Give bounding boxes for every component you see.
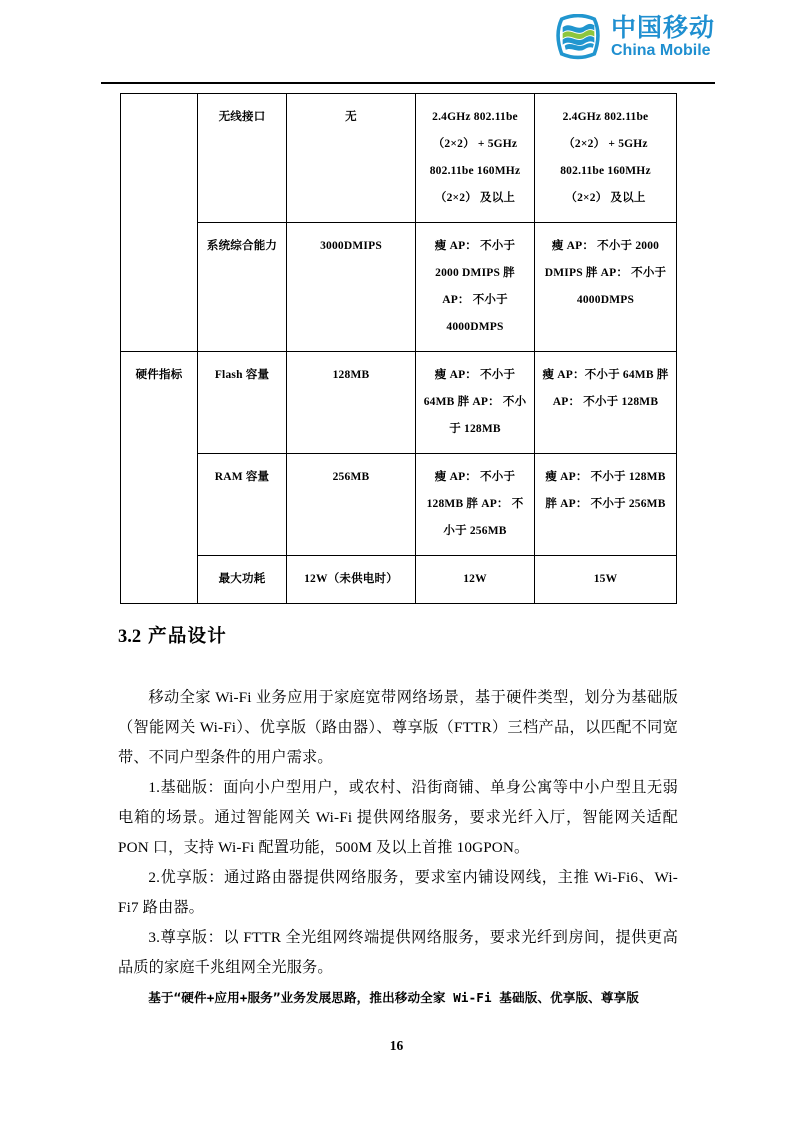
paragraph-strategy: 基于“硬件+应用+服务”业务发展思路，推出移动全家 Wi-Fi 基础版、优享版、尊享版 (148, 990, 639, 1005)
table-cell-premium: 瘦 AP： 不小于 64MB 胖 AP： 不小于 128MB (416, 352, 535, 454)
logo-text-english: China Mobile (610, 42, 711, 60)
table-cell-item: 系统综合能力 (198, 223, 287, 352)
table-cell-category-empty (121, 94, 198, 352)
header-divider-rule (101, 82, 715, 84)
table-cell-premium: 2.4GHz 802.11be （2×2） + 5GHz 802.11be 160MHz （2×2） 及以上 (416, 94, 535, 223)
table-cell-premium: 瘦 AP： 不小于 2000 DMIPS 胖 AP： 不小于 4000DMPS (416, 223, 535, 352)
china-mobile-wave-icon (552, 14, 604, 60)
table-cell-ultimate: 瘦 AP： 不小于 128MB 胖 AP： 不小于 256MB (535, 454, 677, 556)
table-row (121, 352, 677, 454)
body-content (118, 683, 678, 1013)
section-heading (118, 622, 227, 648)
paragraph-basic-edition: 1.基础版：面向小户型用户，或农村、沿街商铺、单身公寓等中小户型且无弱电箱的场景。通过智能网关 Wi-Fi 提供网络服务，要求光纤入厅，智能网关适配 PON 口，支持 Wi-Fi 配置功能，500M 及以上首推 10GPON。 (118, 779, 678, 856)
table-cell-premium: 瘦 AP： 不小于 128MB 胖 AP： 不小于 256MB (416, 454, 535, 556)
section-number: 3.2 (118, 627, 142, 647)
table-cell-item: 最大功耗 (198, 556, 287, 604)
table-row (121, 454, 677, 556)
table-row (121, 223, 677, 352)
table-row (121, 556, 677, 604)
table-cell-basic: 256MB (287, 454, 416, 556)
page-number: 16 (389, 1038, 404, 1053)
logo-wordmark (611, 15, 715, 59)
hardware-spec-table (120, 93, 677, 604)
table-cell-basic: 12W（未供电时） (287, 556, 416, 604)
table-cell-basic: 128MB (287, 352, 416, 454)
table-cell-basic: 3000DMIPS (287, 223, 416, 352)
table-cell-ultimate: 瘦 AP：不小于 64MB 胖 AP： 不小于 128MB (535, 352, 677, 454)
section-title: 产品设计 (148, 625, 227, 646)
paragraph-intro: 移动全家 Wi-Fi 业务应用于家庭宽带网络场景，基于硬件类型，划分为基础版（智能网关 Wi-Fi）、优享版（路由器）、尊享版（FTTR）三档产品，以匹配不同宽带、不同户型条件的用户需求。 (118, 689, 678, 766)
paragraph-ultimate-edition: 3.尊享版：以 FTTR 全光组网终端提供网络服务，要求光纤到房间，提供更高品质的家庭千兆组网全光服务。 (118, 929, 678, 976)
table-cell-ultimate: 2.4GHz 802.11be （2×2） + 5GHz 802.11be 160MHz（2×2） 及以上 (535, 94, 677, 223)
table-cell-item: Flash 容量 (198, 352, 287, 454)
china-mobile-logo (552, 14, 715, 60)
table-cell-ultimate: 15W (535, 556, 677, 604)
table-row (121, 94, 677, 223)
table-cell-ultimate: 瘦 AP： 不小于 2000 DMIPS 胖 AP： 不小于 4000DMPS (535, 223, 677, 352)
table-cell-item: 无线接口 (198, 94, 287, 223)
logo-text-chinese: 中国移动 (610, 13, 715, 42)
table-cell-premium: 12W (416, 556, 535, 604)
page-header (0, 0, 793, 90)
paragraph-premium-edition: 2.优享版：通过路由器提供网络服务，要求室内铺设网线，主推 Wi-Fi6、Wi-Fi7 路由器。 (118, 869, 678, 916)
table-cell-basic: 无 (287, 94, 416, 223)
table-cell-item: RAM 容量 (198, 454, 287, 556)
table-cell-category-hardware: 硬件指标 (121, 352, 198, 604)
